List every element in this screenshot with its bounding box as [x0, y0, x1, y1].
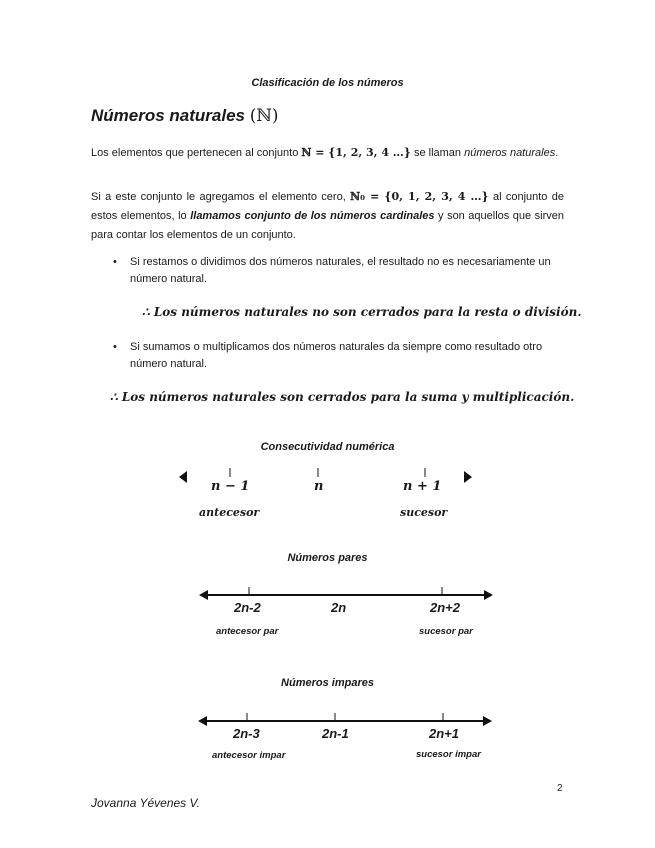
section-title	[91, 106, 279, 126]
label-2n-plus-2: 2n+2	[430, 600, 460, 615]
left-arrowhead-icon	[199, 590, 208, 600]
caption-sucesor-impar: sucesor impar	[416, 749, 481, 760]
right-arrowhead-icon	[484, 590, 493, 600]
author-name: Jovanna Yévenes V.	[91, 796, 200, 810]
para2-term: llamamos conjunto de los números cardinales	[190, 210, 435, 222]
right-arrowhead-icon	[464, 471, 472, 483]
conclusion-closed: ∴ Los números naturales son cerrados para la suma y multiplicación.	[110, 390, 575, 404]
para1-term: números naturales	[464, 147, 556, 159]
para1-text-end: .	[555, 147, 559, 159]
bullet-item	[113, 254, 564, 288]
conclusion-not-closed: ∴ Los números naturales no son cerrados para la resta o división.	[142, 305, 582, 319]
diagram-even-title: Números pares	[287, 552, 368, 564]
label-2n-minus-2: 2n-2	[234, 600, 261, 615]
right-arrowhead-icon	[483, 716, 492, 726]
caption-antecesor-par: antecesor par	[216, 626, 279, 637]
caption-antecesor: antecesor	[199, 506, 260, 519]
left-arrowhead-icon	[179, 471, 187, 483]
bullet-text: Si sumamos o multiplicamos dos números naturales da siempre como resultado otro número natural.	[130, 341, 543, 370]
label-2n-plus-1: 2n+1	[429, 726, 459, 741]
para2-text-before: Si a este conjunto le agregamos el elemento cero,	[91, 191, 351, 203]
caption-sucesor: sucesor	[400, 506, 448, 519]
section-title-text: Números naturales	[91, 106, 245, 125]
para1-set: ℕ = {1, 2, 3, 4 …}	[301, 146, 411, 159]
page-number: 2	[557, 783, 563, 794]
para1-text-before: Los elementos que pertenecen al conjunto	[91, 147, 302, 159]
paragraph-natural-numbers-definition	[91, 143, 564, 163]
document-header-title: Clasificación de los números	[251, 77, 404, 89]
para2-set: ℕ₀ = {0, 1, 2, 3, 4 …}	[350, 190, 489, 203]
para2-text-mid: al conjunto de estos elementos, lo	[91, 191, 564, 222]
diagram-odd-title: Números impares	[281, 677, 374, 689]
diagram-consecutive-title: Consecutividad numérica	[260, 441, 395, 453]
bullet-dot-icon: •	[113, 341, 117, 353]
caption-sucesor-par: sucesor par	[419, 626, 473, 637]
natural-numbers-symbol: (ℕ)	[249, 106, 279, 126]
label-n: n	[314, 479, 324, 494]
label-n-plus-1: n + 1	[403, 479, 442, 494]
bullet-dot-icon: •	[113, 256, 117, 268]
label-n-minus-1: n − 1	[211, 479, 250, 494]
left-arrowhead-icon	[198, 716, 207, 726]
label-2n-minus-1: 2n-1	[322, 726, 349, 741]
para1-text-mid: se llaman	[410, 147, 465, 159]
caption-antecesor-impar: antecesor impar	[212, 750, 286, 761]
label-2n-minus-3: 2n-3	[233, 726, 260, 741]
bullet-text: Si restamos o dividimos dos números naturales, el resultado no es necesariamente un número natural.	[130, 256, 551, 285]
label-2n: 2n	[331, 600, 347, 615]
bullet-item	[113, 339, 564, 373]
paragraph-cardinal-numbers	[91, 187, 564, 245]
para2-text-end: y son aquellos que sirven para contar los elementos de un conjunto.	[91, 210, 564, 241]
